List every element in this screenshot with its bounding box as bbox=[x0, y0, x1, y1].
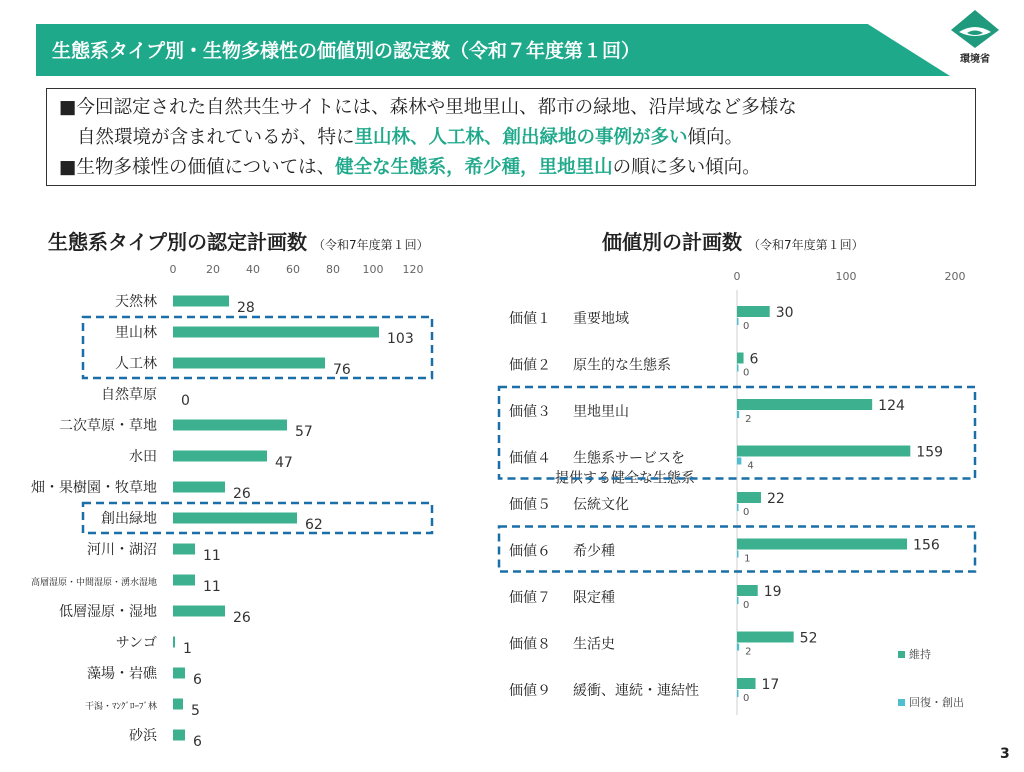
bar-maintain bbox=[737, 399, 872, 410]
data-label-restore: 0 bbox=[743, 367, 750, 379]
category-label: 限定種 bbox=[573, 590, 615, 606]
x-tick-label: 120 bbox=[402, 263, 424, 276]
data-label-maintain: 6 bbox=[749, 351, 759, 368]
x-tick-label: 100 bbox=[835, 270, 857, 283]
chart1-subtitle: （令和7年度第１回） bbox=[313, 238, 429, 252]
summary-highlight: 健全な生態系，希少種，里地里山 bbox=[335, 157, 613, 178]
data-label: 0 bbox=[181, 393, 190, 409]
data-label-restore: 1 bbox=[744, 553, 751, 565]
bar-restore bbox=[737, 504, 739, 511]
data-label-restore: 0 bbox=[743, 600, 750, 611]
category-label: 低層湿原・湿地 bbox=[59, 604, 157, 620]
category-label: 二次草原・草地 bbox=[59, 418, 157, 434]
bar-maintain bbox=[737, 539, 907, 550]
data-label-restore: 2 bbox=[745, 414, 752, 425]
data-label-maintain: 156 bbox=[913, 537, 940, 554]
data-label: 6 bbox=[193, 672, 202, 688]
page-number: 3 bbox=[1000, 746, 1010, 762]
summary-text: ■今回認定された自然共生サイトには、森林や里地里山、都市の緑地、沿岸域など多様な bbox=[59, 97, 797, 118]
data-label: 6 bbox=[193, 734, 202, 750]
bar-restore bbox=[737, 365, 739, 372]
category-label-line2: 提供する健全な生態系 bbox=[555, 470, 695, 487]
data-label-restore: 0 bbox=[743, 507, 750, 518]
category-label: 創出緑地 bbox=[101, 511, 157, 527]
data-label-maintain: 30 bbox=[775, 305, 794, 321]
ministry-name: 環境省 bbox=[960, 54, 990, 65]
category-label: 里地里山 bbox=[573, 404, 629, 420]
bar-restore bbox=[737, 411, 739, 418]
category-label: 藻場・岩礁 bbox=[87, 666, 157, 682]
bar bbox=[173, 575, 195, 586]
category-label: サンゴ bbox=[115, 635, 157, 651]
category-number: 価値１ bbox=[509, 311, 551, 327]
category-label: 重要地域 bbox=[573, 311, 629, 327]
category-label: 畑・果樹園・牧草地 bbox=[31, 480, 157, 496]
category-label: 人工林 bbox=[115, 356, 157, 372]
x-tick-label: 20 bbox=[206, 263, 220, 276]
category-label: 高層湿原・中間湿原・湧水湿地 bbox=[30, 578, 157, 588]
x-tick-label: 0 bbox=[733, 270, 741, 283]
bar bbox=[173, 699, 183, 710]
summary-text: 傾向。 bbox=[687, 127, 744, 148]
data-label: 26 bbox=[233, 486, 251, 502]
bar bbox=[173, 482, 225, 493]
bar bbox=[173, 544, 195, 555]
chart1-title-text: 生態系タイプ別の認定計画数 bbox=[48, 230, 307, 254]
chart2-title-text: 価値別の計画数 bbox=[602, 230, 742, 254]
data-label-maintain: 159 bbox=[916, 444, 944, 461]
category-number: 価値３ bbox=[509, 404, 551, 420]
data-label-maintain: 19 bbox=[763, 584, 782, 600]
bar-restore bbox=[737, 318, 739, 325]
category-label: 河川・湖沼 bbox=[87, 542, 157, 558]
data-label: 1 bbox=[183, 641, 192, 657]
category-label: 緩衝、連続・連結性 bbox=[573, 683, 699, 699]
bar-maintain bbox=[737, 353, 744, 364]
summary-text: の順に多い傾向。 bbox=[612, 157, 761, 178]
bar bbox=[173, 296, 229, 307]
data-label-maintain: 17 bbox=[761, 677, 780, 693]
bar-restore bbox=[737, 690, 739, 697]
data-label: 62 bbox=[305, 517, 323, 533]
bar-restore bbox=[737, 551, 739, 558]
x-tick-label: 80 bbox=[326, 263, 340, 276]
data-label: 47 bbox=[275, 455, 293, 471]
category-number: 価値６ bbox=[509, 543, 551, 560]
category-label: 里山林 bbox=[115, 325, 157, 341]
category-number: 価値２ bbox=[509, 357, 551, 374]
bar bbox=[173, 358, 325, 369]
category-label: 伝統文化 bbox=[573, 497, 629, 513]
bar-maintain bbox=[737, 632, 794, 643]
category-number: 価値７ bbox=[509, 590, 551, 606]
bar bbox=[173, 730, 185, 741]
category-label: 砂浜 bbox=[129, 728, 157, 744]
category-label: 希少種 bbox=[573, 543, 615, 560]
x-tick-label: 200 bbox=[944, 270, 966, 283]
legend-swatch-restore bbox=[898, 699, 905, 706]
category-number: 価値５ bbox=[509, 497, 551, 513]
x-tick-label: 60 bbox=[286, 263, 300, 276]
bar bbox=[173, 420, 287, 431]
category-label: 生活史 bbox=[573, 636, 615, 653]
bar-restore bbox=[737, 597, 739, 604]
category-label: 水田 bbox=[129, 449, 157, 465]
data-label: 5 bbox=[191, 703, 200, 719]
bar-restore bbox=[737, 644, 739, 651]
legend-label-maintain: 維持 bbox=[909, 648, 931, 661]
legend-swatch-maintain bbox=[898, 651, 905, 658]
bar bbox=[173, 637, 175, 648]
data-label-maintain: 22 bbox=[766, 491, 785, 507]
bar bbox=[173, 327, 379, 338]
chart2-subtitle: （令和7年度第１回） bbox=[748, 238, 864, 252]
data-label-maintain: 124 bbox=[878, 398, 905, 414]
category-label: 生態系サービスを bbox=[573, 450, 685, 467]
summary-text: 自然環境が含まれているが、特に bbox=[77, 127, 355, 148]
data-label: 57 bbox=[295, 424, 313, 440]
legend-label-restore: 回復・創出 bbox=[909, 696, 964, 709]
data-label-restore: 0 bbox=[743, 693, 750, 704]
category-label: 自然草原 bbox=[101, 387, 157, 403]
x-tick-label: 40 bbox=[246, 263, 260, 276]
page-title: 生態系タイプ別・生物多様性の価値別の認定数（令和７年度第１回） bbox=[52, 40, 641, 62]
bar bbox=[173, 451, 267, 462]
data-label: 26 bbox=[233, 610, 251, 626]
category-label: 原生的な生態系 bbox=[573, 357, 671, 374]
data-label-maintain: 52 bbox=[799, 630, 818, 647]
bar-maintain bbox=[737, 585, 758, 596]
bar bbox=[173, 668, 185, 679]
x-tick-label: 0 bbox=[169, 263, 177, 276]
bar bbox=[173, 513, 297, 524]
bar-maintain bbox=[737, 492, 761, 503]
data-label-restore: 4 bbox=[747, 460, 754, 472]
data-label-restore: 2 bbox=[745, 646, 752, 658]
bar-maintain bbox=[737, 678, 756, 689]
category-number: 価値８ bbox=[509, 636, 551, 653]
category-number: 価値４ bbox=[509, 450, 551, 467]
bar-restore bbox=[737, 458, 741, 465]
bar-maintain bbox=[737, 446, 910, 457]
data-label: 11 bbox=[203, 548, 221, 564]
category-label: 干潟・ﾏﾝｸﾞﾛｰﾌﾞ林 bbox=[84, 702, 157, 712]
x-tick-label: 100 bbox=[362, 263, 384, 276]
data-label: 76 bbox=[333, 362, 351, 378]
data-label: 103 bbox=[387, 331, 414, 347]
summary-text: ■生物多様性の価値については、 bbox=[59, 157, 336, 178]
data-label: 28 bbox=[237, 300, 255, 316]
bar-maintain bbox=[737, 306, 770, 317]
bar bbox=[173, 606, 225, 617]
category-label: 天然林 bbox=[115, 294, 157, 310]
data-label-restore: 0 bbox=[743, 321, 750, 332]
category-number: 価値９ bbox=[509, 683, 551, 699]
summary-highlight: 里山林、人工林、創出緑地の事例が多い bbox=[354, 127, 688, 148]
data-label: 11 bbox=[203, 579, 221, 595]
